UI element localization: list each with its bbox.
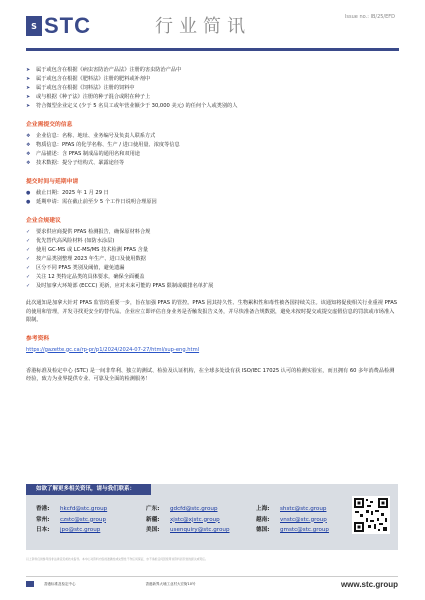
list-item: ➤ 属于或包含在根据《病虫害防治产品法》注册的害虫防治产品中 (26, 67, 182, 73)
arrow-bullet-icon: ➤ (26, 103, 31, 109)
contact-email[interactable]: usenquiry@stc.group (170, 527, 230, 533)
contact-email[interactable]: gdcfd@stc.group (170, 506, 218, 512)
stc-logo (26, 13, 91, 39)
contact-email[interactable]: czstc@stc.group (60, 516, 106, 523)
list-item: ● 延期申请：需在截止前至少 5 个工作日说明合理原因 (26, 199, 157, 205)
contact-email[interactable]: xjstc@xjstc.group (170, 516, 220, 523)
contact-label: 日本: (36, 527, 50, 533)
check-bullet-icon: ✓ (26, 238, 31, 244)
list-item: ❖ 企业信息：名称、地址、业务编号及负责人联系方式 (26, 133, 156, 139)
contact-email[interactable]: jpo@stc.group (60, 527, 101, 533)
arrow-bullet-icon: ➤ (26, 94, 31, 100)
contact-heading: 如欲了解更多相关资讯，请与我们联系： (26, 484, 151, 495)
disclaimer-text: 以上资料仅供参考而非法律意见或技术指导。本中心对资料内容的准确性或完整性不作任何保证，亦不承担任何因使用该资料而引致的损失或责任。 (26, 557, 208, 561)
stc-mini-logo-icon (26, 581, 34, 587)
contact-label: 常州: (36, 516, 50, 523)
list-item: ● 截止日期：2025 年 1 月 29 日 (26, 190, 109, 196)
arrow-bullet-icon: ➤ (26, 67, 31, 73)
diamond-bullet-icon: ❖ (26, 133, 31, 139)
deadline-list (26, 189, 398, 207)
diamond-bullet-icon: ❖ (26, 142, 31, 148)
about-paragraph: 香港标准及检定中心 (STC) 是一间非牟利、独立的测试、检验及认证机构，在全球多处设有获 ISO/IEC 17025 认可的检测实验室，而且拥有 60 多年消费品检测经验，致力为业界提供专业、可靠及全面的检测服务！ (26, 367, 395, 382)
contact-label: 香港: (36, 506, 50, 512)
contact-label: 广东: (146, 506, 160, 512)
org-address: 香港新界大埔工业村大宏街10号 (145, 581, 196, 586)
check-bullet-icon: ✓ (26, 283, 31, 289)
section-title-advice: 企业合规建议 (26, 218, 61, 224)
section-title-reference: 参考资料 (26, 335, 50, 342)
list-item: ❖ 物质信息：PFAS 的化学名称、生产 / 进口使用量、浓度等信息 (26, 142, 180, 148)
issue-number: Issue no.: IB/25/EFD (344, 14, 395, 20)
list-item: ➤ 或与根据《种子法》注册的种子混合或附在种子上 (26, 94, 151, 100)
list-item: ➤ 属于或包含在根据《饲料法》注册的饲料中 (26, 85, 135, 91)
arrow-bullet-icon: ➤ (26, 85, 31, 91)
main-content (26, 66, 398, 384)
arrow-bullet-icon: ➤ (26, 76, 31, 82)
contact-row (36, 504, 366, 515)
check-bullet-icon: ✓ (26, 274, 31, 280)
list-item: ✓ 及时加拿大环境部 (ECCC) 更新，应对未来可能的 PFAS 限制或碳排名单扩展 (26, 283, 214, 289)
reference-link[interactable]: https://gazette.gc.ca/rp-pr/p1/2024/2024-07-27/html/sup-eng.html (26, 346, 200, 353)
contact-email[interactable]: shstc@stc.group (280, 506, 327, 512)
logo-mark-icon: S (26, 16, 42, 36)
check-bullet-icon: ✓ (26, 229, 31, 235)
dot-bullet-icon: ● (26, 190, 31, 196)
website-link[interactable]: www.stc.group (340, 579, 398, 589)
org-name: 香港标准及检定中心 (44, 581, 76, 586)
report-list (26, 132, 398, 168)
contact-email[interactable]: hkcfd@stc.group (60, 506, 108, 512)
summary-paragraph: 此次通知是加拿大针对 PFAS 监管的重要一步，旨在加强 PFAS 的管控。PFAS 因其持久性、生物累积性和毒性被各国持续关注。该通知将促使相关行业重视 PFAS 的使用和管理，并发寻找更安全的替代品。企业应立即评估自身业务是否触发报告义务，并尽快准备合规数据，避免未按时提交或提交虚假信息的罚款或市场准入限制。 (26, 300, 398, 323)
list-item: ✓ 优先替代高风险材料 (如防水涂层) (26, 238, 115, 244)
list-item: ✓ 按产品类别整理 2023 年生产、进口及使用数据 (26, 256, 146, 262)
check-bullet-icon: ✓ (26, 265, 31, 271)
contact-label: 上海: (256, 506, 270, 512)
list-item: ✓ 关注 12 类特定品类的具体要求，确保全面覆盖 (26, 274, 145, 280)
contact-label: 德国: (256, 527, 270, 533)
check-bullet-icon: ✓ (26, 247, 31, 253)
check-bullet-icon: ✓ (26, 256, 31, 262)
diamond-bullet-icon: ❖ (26, 151, 31, 157)
contact-list (36, 504, 366, 536)
contact-email[interactable]: vnstc@stc.group (280, 516, 327, 523)
contact-box (26, 484, 398, 550)
qr-code-icon[interactable] (352, 496, 390, 534)
list-item: ❖ 产品描述：含 PFAS 制成品的通用名和双用途 (26, 151, 140, 157)
scope-list (26, 66, 398, 111)
logo-text: STC (44, 13, 91, 38)
contact-email[interactable]: gmstc@stc.group (280, 527, 329, 533)
contact-label: 越南: (256, 516, 270, 523)
list-item: ➤ 属于或包含在根据《肥料法》注册的肥料或补剂中 (26, 76, 151, 82)
page-title: 行业简讯 (155, 16, 251, 37)
list-item: ❖ 技术数据：提分子结构式、暴露途径等 (26, 160, 125, 166)
list-item: ✓ 要求供应商提供 PFAS 检测报告，确保原材料合规 (26, 229, 151, 235)
diamond-bullet-icon: ❖ (26, 160, 31, 166)
section-title-deadline: 提交时间与延期申请 (26, 179, 79, 185)
list-item: ✓ 使用 GC-MS 或 LC-MS/MS 技术检测 PFAS 含量 (26, 247, 149, 253)
list-item: ➤ 符合微型企业定义 (少于 5 名员工或年营业额少于 30,000 美元) 的任何个人或类别的人 (26, 103, 238, 109)
contact-label: 美国: (146, 527, 160, 533)
bottom-bar (26, 576, 398, 588)
contact-row (36, 525, 366, 536)
header-divider (26, 48, 399, 51)
advice-list (26, 228, 398, 291)
list-item: ✓ 区分不同 PFAS 类别及阈值，避免遗漏 (26, 265, 125, 271)
contact-label: 新疆: (146, 516, 160, 523)
contact-row (36, 515, 366, 526)
page-header (0, 0, 425, 50)
dot-bullet-icon: ● (26, 199, 31, 205)
section-title-report: 企业需提交的信息 (26, 122, 73, 128)
